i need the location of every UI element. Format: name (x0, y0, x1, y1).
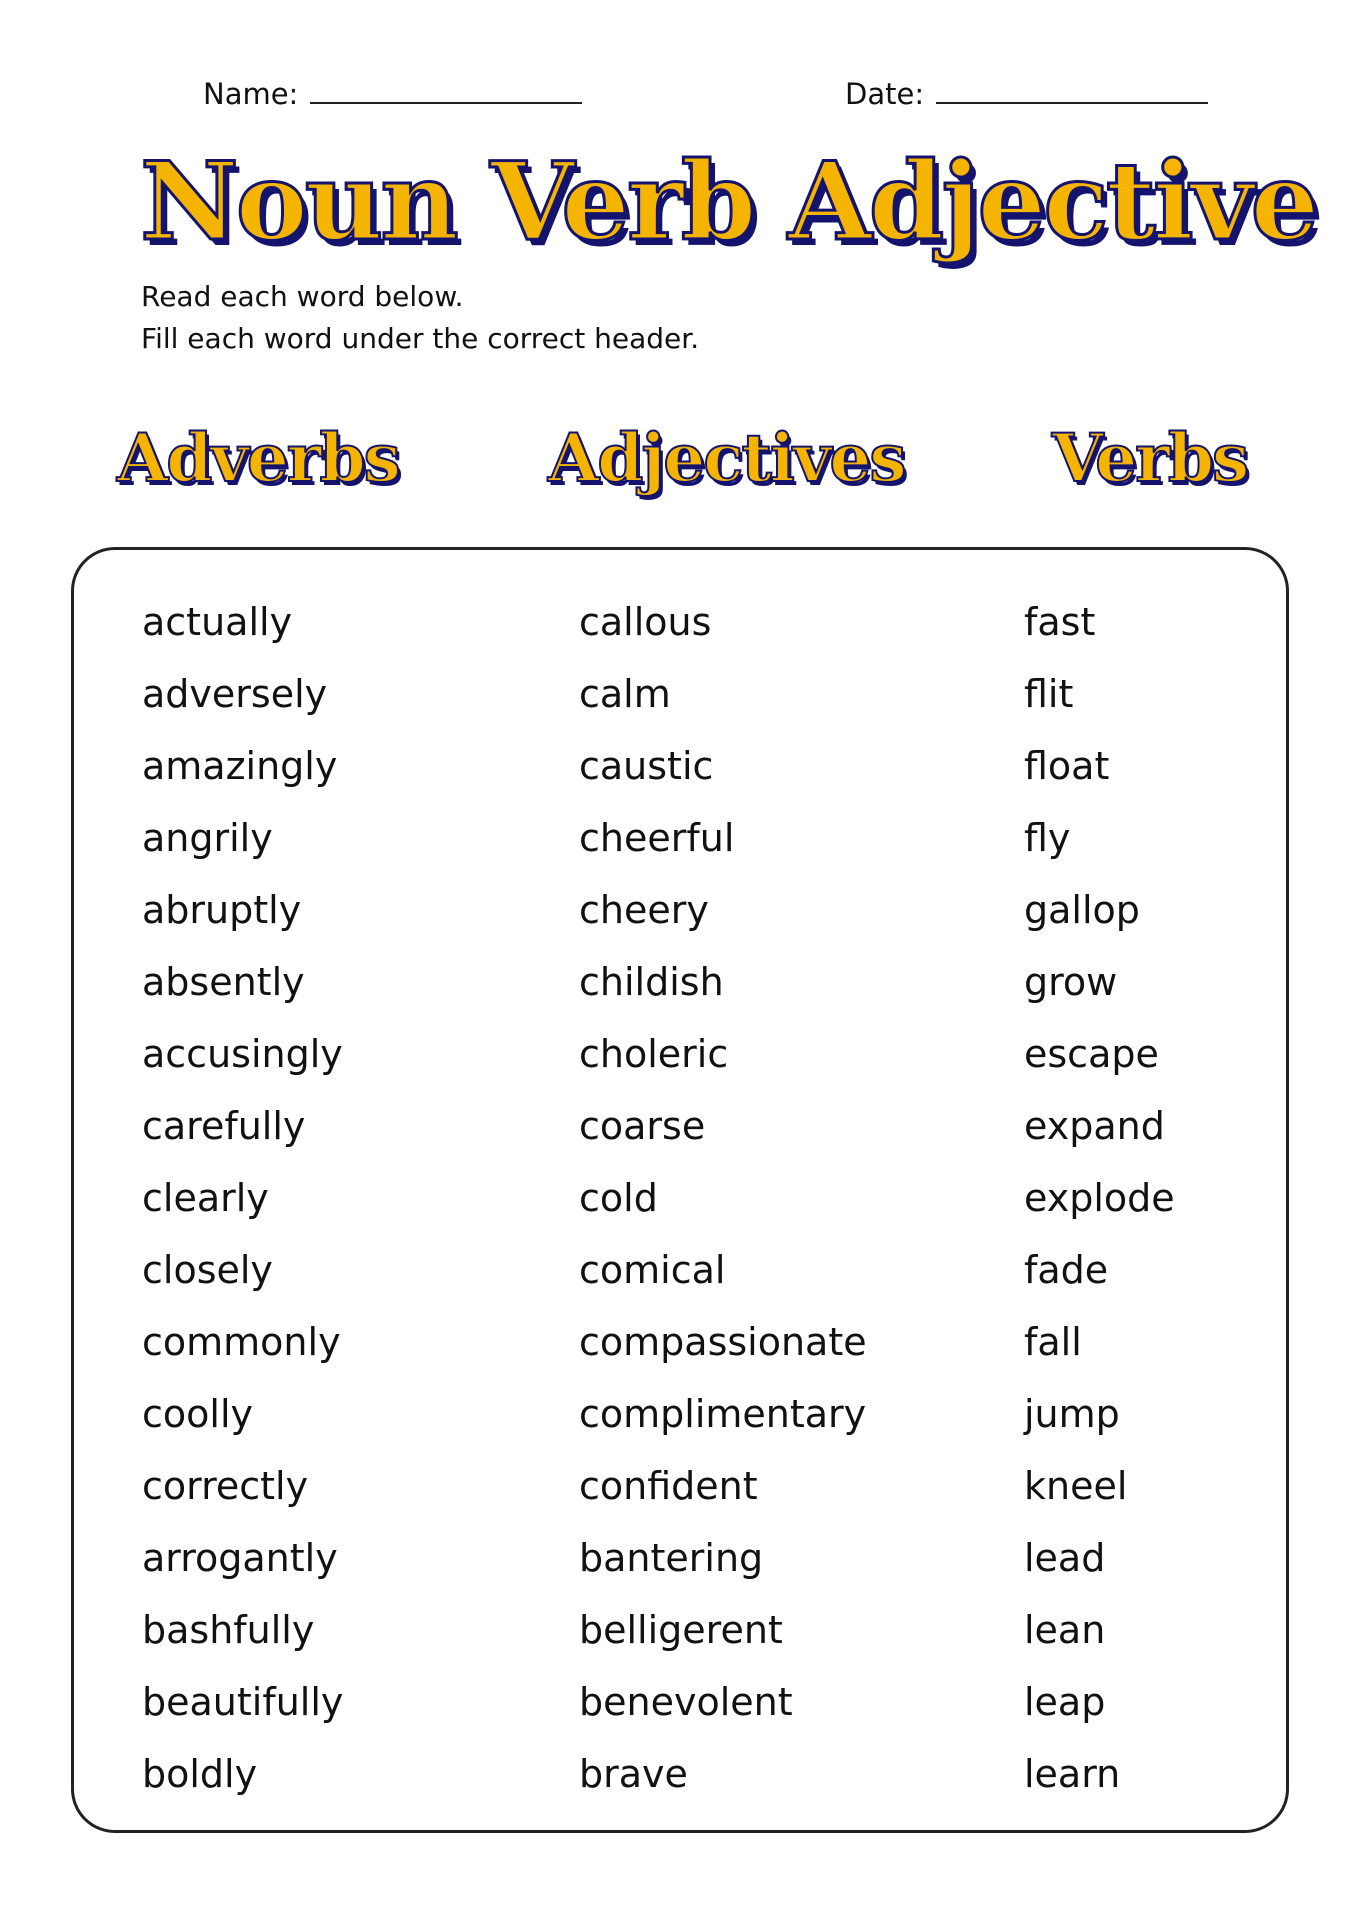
word-item: escape (1024, 1032, 1159, 1076)
instruction-line: Read each word below. (141, 280, 464, 313)
word-item: accusingly (142, 1032, 343, 1076)
word-item: comical (579, 1248, 726, 1292)
word-column-1 (142, 586, 343, 1810)
column-header-adjectives: Adjectives (548, 419, 905, 497)
word-item: fade (1024, 1248, 1109, 1292)
word-item: cold (579, 1176, 658, 1220)
word-item: leap (1024, 1680, 1106, 1724)
word-item: commonly (142, 1320, 341, 1364)
date-blank-line[interactable] (936, 72, 1208, 104)
word-item: benevolent (579, 1680, 793, 1724)
date-field[interactable] (845, 72, 1208, 111)
word-item: jump (1024, 1392, 1120, 1436)
word-item: angrily (142, 816, 273, 860)
worksheet-title: Noun Verb Adjective (140, 139, 1317, 265)
word-item: coarse (579, 1104, 706, 1148)
instruction-line: Fill each word under the correct header. (141, 322, 700, 355)
word-item: choleric (579, 1032, 729, 1076)
word-item: absently (142, 960, 305, 1004)
column-header-verbs: Verbs (1052, 419, 1248, 497)
word-item: beautifully (142, 1680, 344, 1724)
word-item: boldly (142, 1752, 258, 1796)
word-item: lean (1024, 1608, 1106, 1652)
word-item: grow (1024, 960, 1118, 1004)
word-item: cheery (579, 888, 709, 932)
word-item: fast (1024, 600, 1096, 644)
word-item: carefully (142, 1104, 306, 1148)
word-item: flit (1024, 672, 1074, 716)
word-item: explode (1024, 1176, 1175, 1220)
word-item: complimentary (579, 1392, 867, 1436)
word-item: clearly (142, 1176, 269, 1220)
word-item: adversely (142, 672, 328, 716)
word-item: correctly (142, 1464, 309, 1508)
word-item: fly (1024, 816, 1071, 860)
word-item: caustic (579, 744, 714, 788)
word-item: callous (579, 600, 712, 644)
word-item: fall (1024, 1320, 1082, 1364)
word-item: learn (1024, 1752, 1121, 1796)
name-field[interactable] (203, 72, 582, 111)
name-label: Name: (203, 77, 299, 111)
word-bank-box (71, 547, 1289, 1833)
word-item: compassionate (579, 1320, 867, 1364)
date-label: Date: (845, 77, 925, 111)
instructions (141, 276, 699, 360)
word-item: cheerful (579, 816, 735, 860)
word-column-3 (1024, 586, 1175, 1810)
word-item: calm (579, 672, 671, 716)
word-item: abruptly (142, 888, 302, 932)
word-item: coolly (142, 1392, 253, 1436)
word-item: confident (579, 1464, 758, 1508)
word-item: childish (579, 960, 724, 1004)
word-column-2 (579, 586, 867, 1810)
word-item: bashfully (142, 1608, 315, 1652)
word-item: amazingly (142, 744, 338, 788)
word-item: belligerent (579, 1608, 783, 1652)
word-item: closely (142, 1248, 273, 1292)
word-item: expand (1024, 1104, 1165, 1148)
word-item: arrogantly (142, 1536, 338, 1580)
word-item: float (1024, 744, 1110, 788)
word-item: kneel (1024, 1464, 1128, 1508)
column-header-adverbs: Adverbs (117, 419, 399, 497)
word-item: bantering (579, 1536, 764, 1580)
word-item: actually (142, 600, 293, 644)
word-item: brave (579, 1752, 688, 1796)
word-item: lead (1024, 1536, 1106, 1580)
word-item: gallop (1024, 888, 1140, 932)
name-blank-line[interactable] (310, 72, 582, 104)
